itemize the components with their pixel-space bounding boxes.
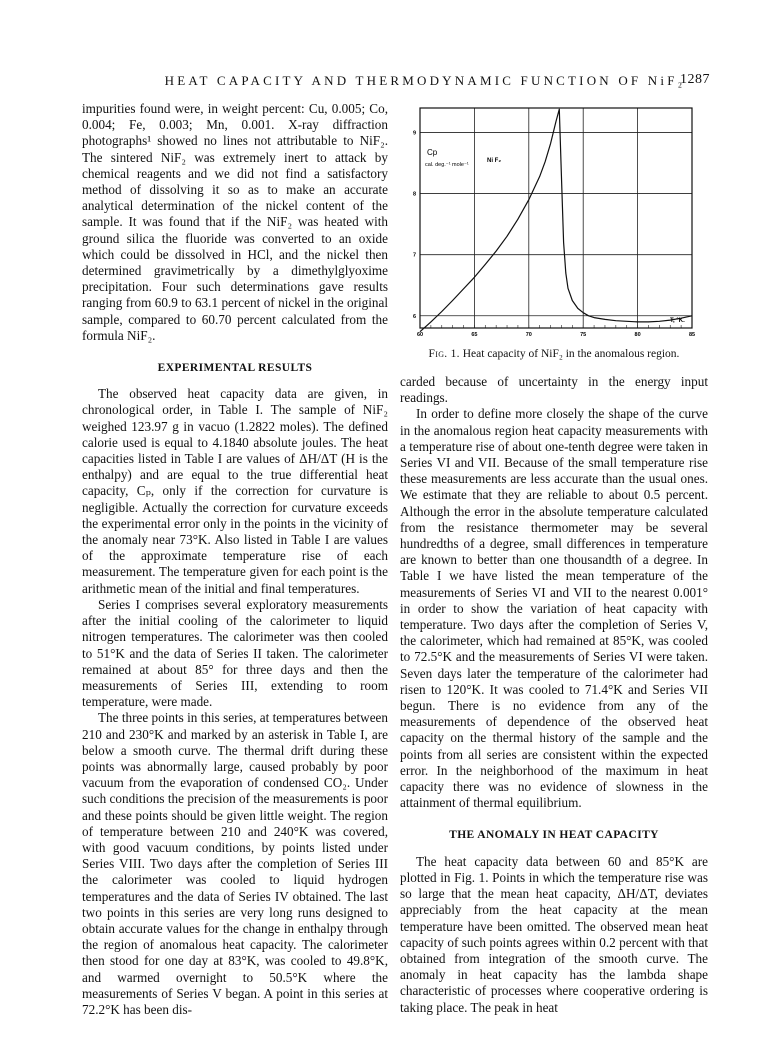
x-axis-label: T, °K.	[670, 318, 685, 324]
figure-caption	[400, 348, 708, 360]
page-number: 1287	[680, 72, 710, 87]
paragraph: impurities found were, in weight percent: Cu, 0.005; Co, 0.004; Fe, 0.003; Mn, 0.001. X-ray diffraction photographs¹ showed no lines not attributable to NiF₂. The sintered NiF₂ was extremely inert to attack by chemical reagents and we did not find a satisfactory method of dissolving it so as to make an accurate analytical determination of the nickel content of the sample. It was found that if the NiF₂ was heated with ground silica the fluoride was converted to an oxide which could be dissolved in HCl, and the nickel then determined gravimetrically by a dimethylglyoxime precipitation. Four such determinations gave results ranging from 60.9 to 63.1 percent of nickel in the original sample, compared to 60.70 percent calculated from the formula NiF₂.	[82, 101, 388, 343]
series-label: Ni F₂	[487, 158, 501, 164]
section-heading: THE ANOMALY IN HEAT CAPACITY	[449, 829, 659, 842]
paragraph: The observed heat capacity data are given, in chronological order, in Table I. The sample of NiF₂ weighed 123.97 g in vacuo (1.2822 moles). The defined calorie used is equal to 4.1840 absolute joules. The heat capacities listed in Table I are values of ΔH/ΔT (H is the enthalpy) and are equal to the true differential heat capacity, Cₚ, only if the correction for curvature is negligible. Actually the correction for curvature exceeds the experimental error only in the points in the vicinity of the anomaly near 73°K. Also listed in Table I are values of the approximate temperature rise of each measurement. The temperature given for each point is the arithmetic mean of the initial and final temperatures.	[82, 386, 388, 596]
left-column	[82, 101, 388, 1018]
section-heading: EXPERIMENTAL RESULTS	[157, 362, 313, 375]
y-axis-units: cal. deg.⁻¹ mole⁻¹	[425, 162, 469, 168]
x-tick-label: 70	[525, 332, 532, 338]
heat-capacity-chart	[400, 98, 708, 348]
caption-text: Heat capacity of NiF₂ in the anomalous region.	[462, 348, 680, 360]
chart-border	[420, 108, 692, 328]
x-tick-label: 65	[471, 332, 478, 338]
chart-frame	[420, 108, 692, 328]
paragraph: Series I comprises several exploratory measurements after the initial cooling of the calorimeter to liquid nitrogen temperatures. The calorimeter was then cooled to 51°K and the data of Series II taken. The calorimeter remained at about 85° for three days and then the measurements of Series III, extending to room temperature, were made.	[82, 596, 388, 710]
x-tick-label: 75	[580, 332, 587, 338]
figure-1	[400, 98, 708, 358]
y-tick-label: 8	[412, 191, 416, 198]
curve-group	[420, 109, 692, 332]
paragraph: In order to define more closely the shape of the curve in the anomalous region heat capacity measurements with a temperature rise of about one-tenth degree were taken in Series VI and VII. Because of the small temperature rise these measurements are less accurate than the usual ones. We estimate that they are reliable to about 0.5 percent. Although the error in the absolute temperature calculated from the resistance thermometer may be several hundredths of a degree, small differences in temperature are known to better than one thousandth of a degree. In Table I we have listed the mean temperature of the measurements of Series VI and VII to the nearest 0.001° in order to show the variation of heat capacity with temperature. Two days after the completion of Series V, the calorimeter, which had remained at 85°K, was cooled to 72.5°K and the measurements of Series VI were taken. Seven days later the temperature of the calorimeter had risen to 120°K. It was cooled to 71.4°K and Series VII begun. There is no evidence from any of the measurements of dependence of the observed heat capacity on the thermal history of the sample and the points from all series are consistent within the expected error. In the neighborhood of the maximum in heat capacity there was no evidence of slowness in the attainment of thermal equilibrium.	[400, 406, 708, 811]
y-tick-labels	[413, 130, 416, 319]
x-tick-label: 60	[416, 332, 424, 338]
right-column	[400, 374, 708, 1016]
caption-label: Fig. 1.	[428, 348, 460, 360]
paragraph: carded because of uncertainty in the energy input readings.	[400, 374, 708, 406]
y-tick-label: 7	[412, 252, 416, 259]
paragraph: The three points in this series, at temperatures between 210 and 230°K and marked by an asterisk in Table I, are below a smooth curve. The thermal drift during these points was abnormally large, caused probably by poor vacuum from the evaporation of condensed CO₂. Under such conditions the precision of the measurements is poor and these points should be given little weight. The region of temperature between 210 and 240°K was covered, with good vacuum conditions, by points listed under Series VIII. Two days after the completion of Series III the calorimeter was cooled to liquid hydrogen temperatures and the data of Series IV obtained. The last two points in this series are very long runs designed to obtain accurate values for the change in enthalpy through the region of anomalous heat capacity. The calorimeter then stood for one day at 83°K, was cooled to 49.8°K, and warmed overnight to 50.5°K where the measurements of Series V began. A point in this series at 72.2°K has been dis-	[82, 710, 388, 1017]
chart-grid	[420, 108, 692, 328]
x-tick-label: 80	[634, 332, 641, 338]
x-tick-labels	[417, 332, 695, 338]
running-head: HEAT CAPACITY AND THERMODYNAMIC FUNCTION OF NiF₂	[164, 73, 686, 88]
y-axis-label: Cp	[427, 148, 438, 157]
series-line	[420, 109, 692, 332]
y-tick-label: 6	[412, 313, 416, 320]
x-tick-label: 85	[688, 332, 696, 338]
y-tick-label: 9	[412, 130, 416, 137]
paragraph: The heat capacity data between 60 and 85°K are plotted in Fig. 1. Points in which the temperature rise was so large that the mean heat capacity, ΔH/ΔT, deviates appreciably from the heat capacity at the mean temperature have been omitted. The observed mean heat capacity of such points agrees within 0.2 percent with that obtained from integration of the smooth curve. The anomaly in heat capacity has the lambda shape characteristic of processes where cooperative ordering is taking place. The peak in heat	[400, 853, 708, 1015]
